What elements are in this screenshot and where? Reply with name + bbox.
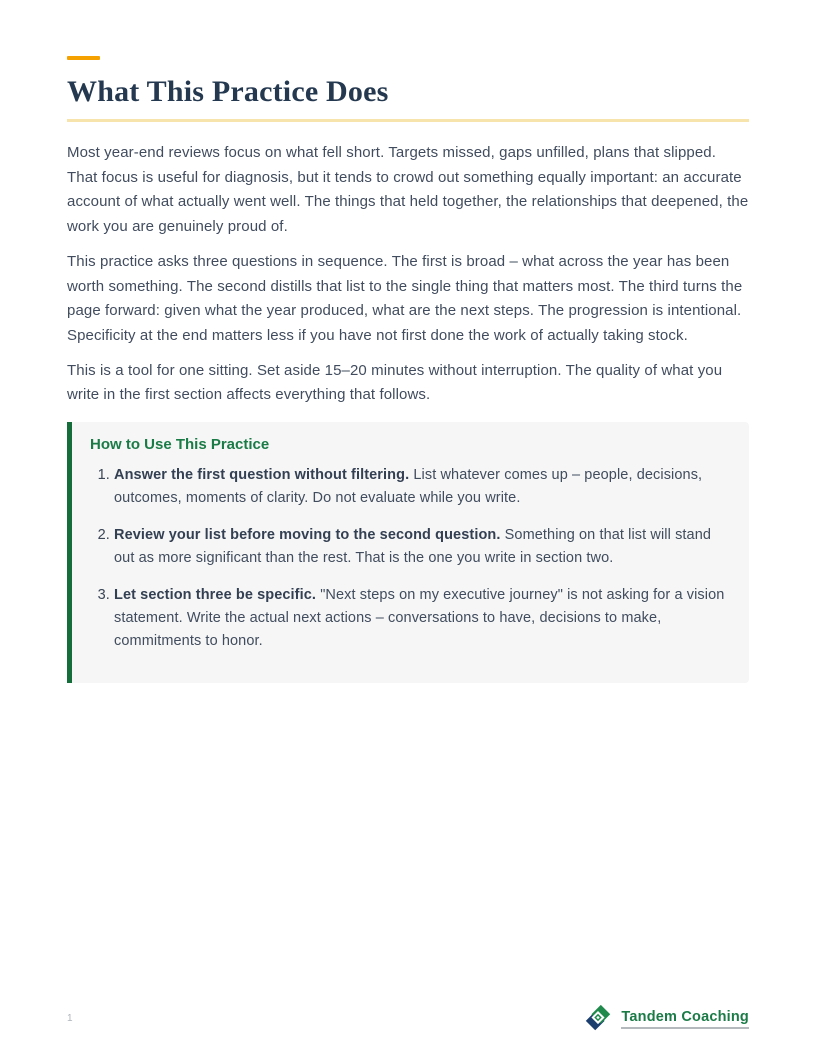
step-2-bold-lead: Review your list before moving to the second question. [114,527,501,544]
paragraph-3: This is a tool for one sitting. Set aside 15–20 minutes without interruption. The quality of what you write in the first section affects everything that follows. [67,361,723,404]
step-3-text: "Next steps on my executive journey" is not asking for a vision statement. Write the actual next actions – conversations to have, decisions to make, commitments to honor. [114,587,725,650]
title-accent-bar [67,56,100,60]
step-1-text: List whatever comes up – people, decisions, outcomes, moments of clarity. Do not evaluate while you write. [114,467,703,507]
tandem-diamond-logo-icon [582,1003,614,1033]
page-title: What This Practice Does [67,74,749,122]
step-3-bold-lead: Let section three be specific. [114,587,317,604]
paragraph-2: This practice asks three questions in sequence. The first is broad – what across the year has been worth something. The second distills that list to the single thing that matters most. The third turns the page forward: given what the year produced, what are the next steps. The progression is intentional. Specificity at the end matters less if you have not first done the work of actually taking stock. [67,252,743,344]
step-2-text: Something on that list will stand out as more significant than the rest. That is the one you write in section two. [114,527,712,567]
callout-heading: How to Use This Practice [90,436,270,454]
callout-steps-list [90,464,729,653]
how-to-use-callout [67,422,749,683]
paragraph-1: Most year-end reviews focus on what fell short. Targets missed, gaps unfilled, plans that slipped. That focus is useful for diagnosis, but it tends to crowd out something equally important: an accurate account of what actually went well. The things that held together, the relationships that deepened, the work you are genuinely proud of. [67,144,749,236]
list-item [114,524,729,570]
page-footer [67,1002,749,1034]
step-1-bold-lead: Answer the first question without filtering. [114,467,410,484]
logo-wordmark: Tandem Coaching [621,1008,749,1029]
page-number: 1 [67,1012,73,1024]
list-item [114,464,729,510]
list-item [114,584,729,653]
tandem-coaching-logo [582,1003,749,1033]
body-copy [67,141,749,408]
